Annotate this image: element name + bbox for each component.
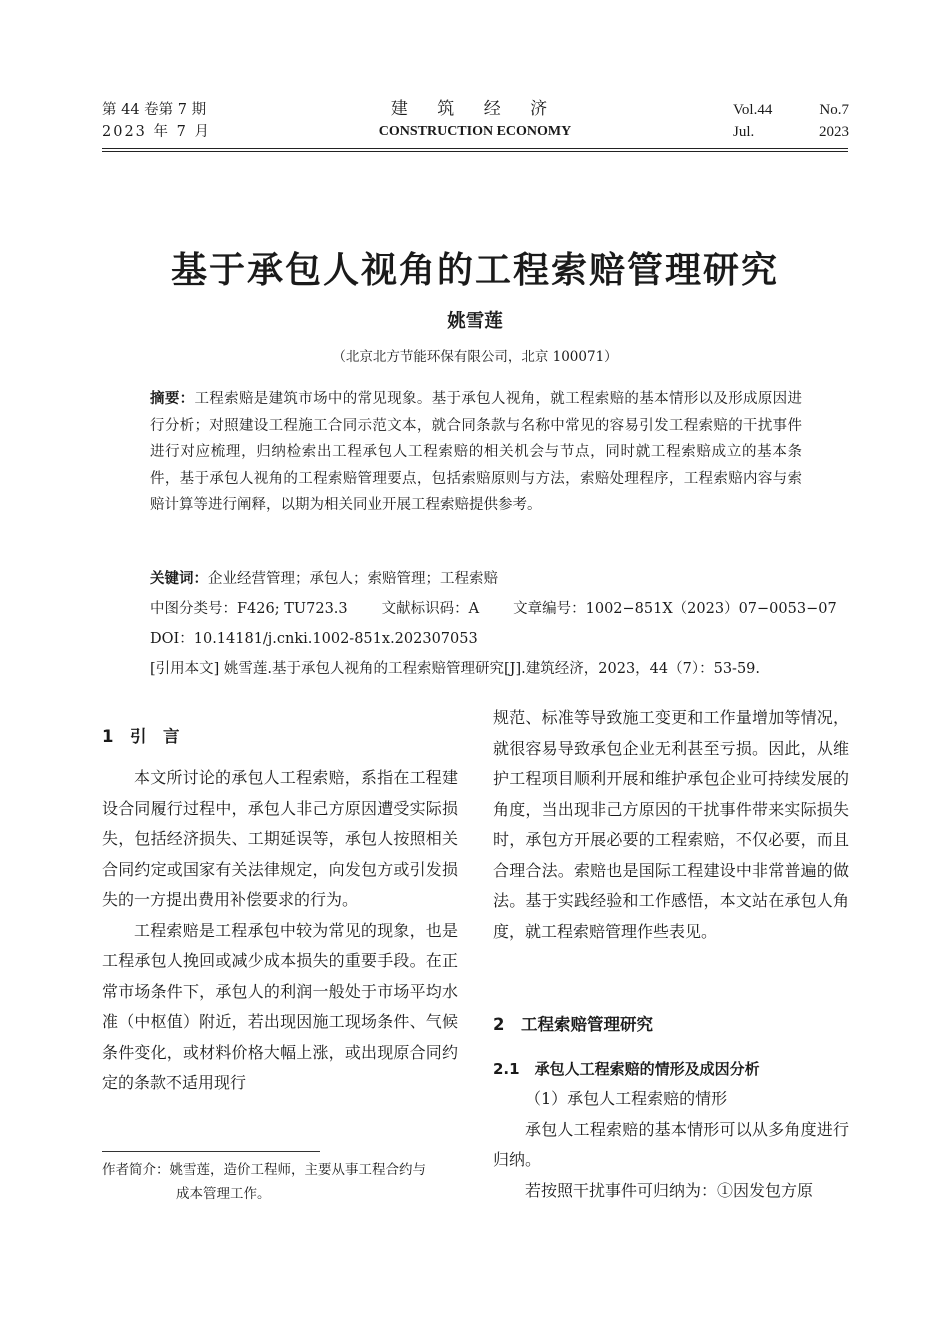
article-author: 姚雪莲 — [447, 311, 503, 332]
month-label: Jul. — [733, 124, 755, 140]
classification-line — [150, 596, 837, 623]
right-column-continuation — [493, 703, 849, 947]
volume-label: Vol.44 — [733, 102, 773, 118]
number-label: No.7 — [819, 102, 849, 118]
author-affiliation: （北京北方节能环保有限公司，北京 100071） — [332, 349, 618, 365]
list-item: （1）承包人工程索赔的情形 — [525, 1089, 728, 1108]
citation: [引用本文] 姚雪莲.基于承包人视角的工程索赔管理研究[J].建筑经济，2023，44（7）：53-59. — [150, 661, 761, 677]
footnote-line: 作者简介：姚雪莲，造价工程师，主要从事工程合约与 — [102, 1162, 426, 1178]
article-number: 文章编号：1002−851X（2023）07−0053−07 — [513, 601, 837, 617]
issue-label: 第 44 卷第 7 期 — [102, 102, 207, 118]
abstract-text: 工程索赔是建筑市场中的常见现象。基于承包人视角，就工程索赔的基本情形以及形成原因进行分析；对照建设工程施工合同示范文本，就合同条款与名称中常见的容易引发工程索赔的干扰事件进行对应梳理，归纳检索出工程承包人工程索赔的相关机会与节点，同时就工程索赔成立的基本条件，基于承包人视角的工程索赔管理要点，包括索赔原则与方法，索赔处理程序，工程索赔内容与索赔计算等进行阐释，以期为相关同业开展工程索赔提供参考。 — [150, 391, 803, 513]
article-title: 基于承包人视角的工程索赔管理研究 — [170, 250, 779, 291]
paragraph: 承包人工程索赔的基本情形可以从多角度进行归纳。 — [493, 1119, 849, 1169]
left-column-body — [102, 763, 458, 1099]
keywords-label: 关键词： — [150, 571, 208, 587]
document-code: 文献标识码：A — [381, 601, 480, 617]
footnote-line: 成本管理工作。 — [176, 1186, 271, 1202]
paragraph: 工程索赔是工程承包中较为常见的现象，也是工程承包人挽回或减少成本损失的重要手段。在正常市场条件下，承包人的利润一般处于市场平均水准（中枢值）附近，若出现因施工现场条件、气候条件变化，或材料价格大幅上涨，或出现原合同约定的条款不适用现行 — [102, 920, 458, 1092]
section-1-heading: 1 引 言 — [102, 727, 180, 746]
right-column-body — [493, 1084, 849, 1206]
section-2-heading: 2 工程索赔管理研究 — [493, 1015, 653, 1034]
subsection-2-1-heading: 2.1 承包人工程索赔的情形及成因分析 — [493, 1060, 760, 1078]
journal-name-cn: 建 筑 经 济 — [390, 99, 560, 119]
doi: DOI：10.14181/j.cnki.1002-851x.202307053 — [150, 631, 478, 647]
abstract — [150, 386, 802, 519]
keywords — [150, 566, 802, 593]
journal-name-en: CONSTRUCTION ECONOMY — [378, 124, 572, 139]
author-footnote — [102, 1158, 472, 1206]
clc-code: 中图分类号：F426; TU723.3 — [150, 601, 348, 617]
header-rule-bottom — [102, 151, 848, 152]
keywords-text: 企业经营管理；承包人；索赔管理；工程索赔 — [208, 571, 498, 587]
date-label: 2023 年 7 月 — [102, 124, 211, 140]
paragraph: 本文所讨论的承包人工程索赔，系指在工程建设合同履行过程中，承包人非己方原因遭受实际损失，包括经济损失、工期延误等，承包人按照相关合同约定或国家有关法律规定，向发包方或引发损失的一方提出费用补偿要求的行为。 — [102, 768, 458, 909]
footnote-rule — [102, 1151, 320, 1152]
year-label: 2023 — [819, 124, 849, 140]
header-rule-top — [102, 148, 848, 149]
abstract-label: 摘要： — [150, 391, 195, 407]
paragraph: 规范、标准等导致施工变更和工作量增加等情况，就很容易导致承包企业无利甚至亏损。因此，从维护工程项目顺利开展和维护承包企业可持续发展的角度，当出现非己方原因的干扰事件带来实际损失时，承包方开展必要的工程索赔，不仅必要，而且合理合法。索赔也是国际工程建设中非常普遍的做法。基于实践经验和工作感悟，本文站在承包人角度，就工程索赔管理作些表见。 — [493, 708, 849, 941]
paragraph: 若按照干扰事件可归纳为：①因发包方原 — [525, 1180, 814, 1200]
